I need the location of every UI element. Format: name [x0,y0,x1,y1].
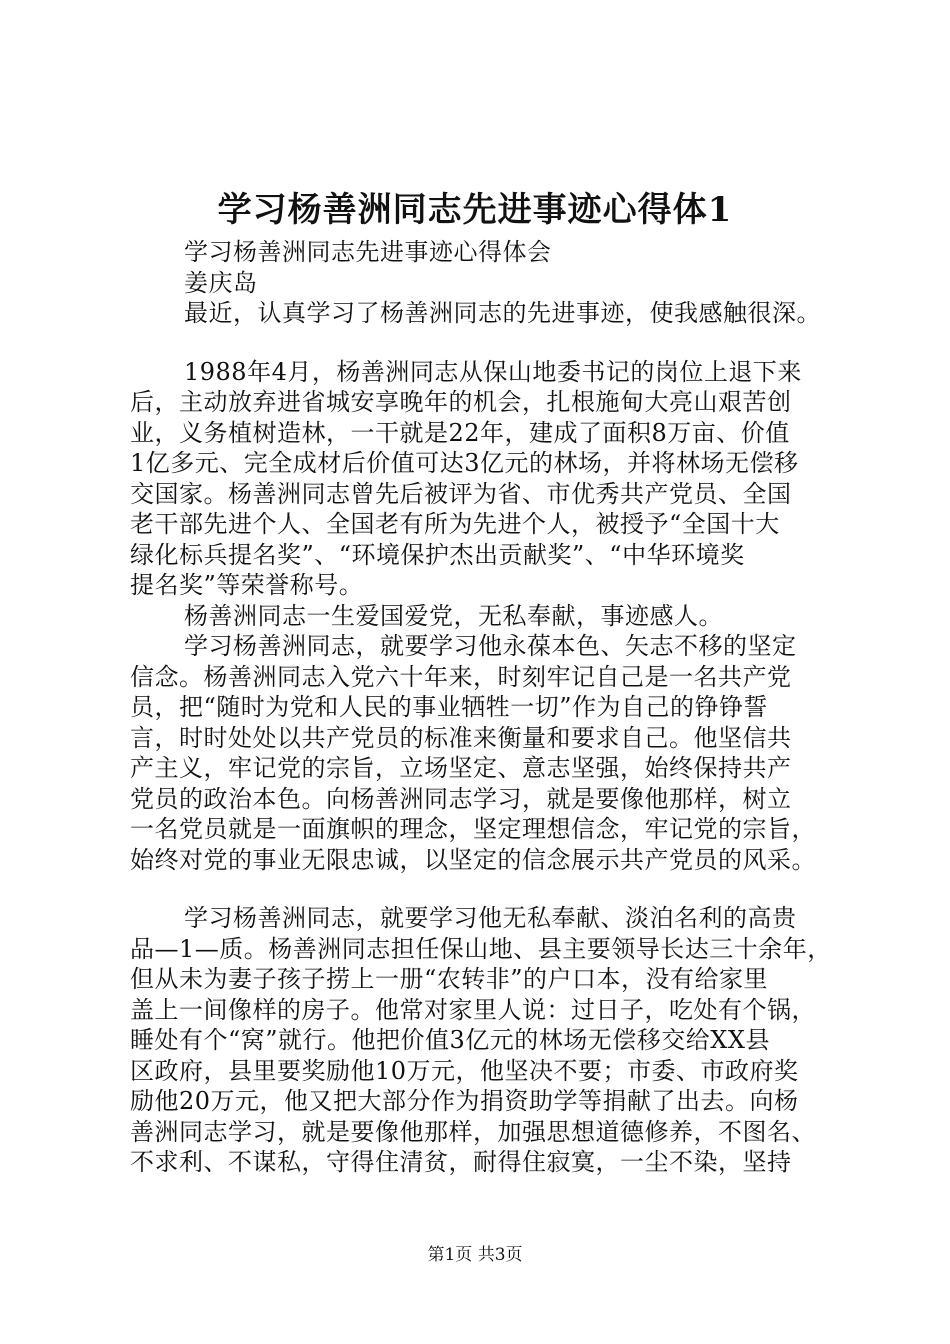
document-body [130,237,850,1178]
text-line: 学习杨善洲同志，就要学习他永葆本色、矢志不移的坚定 [184,632,797,660]
text-line: 言，时时处处以共产党员的标准来衡量和要求自己。他坚信共 [130,723,792,752]
text-line: 学习杨善洲同志先进事迹心得体会 [184,238,552,266]
text-line: 一名党员就是一面旗帜的理念，坚定理想信念，牢记党的宗旨， [130,815,816,843]
text-line: 励他20万元，他又把大部分作为捐资助学等捐献了出去。向杨 [130,1087,799,1115]
text-line: 信念。杨善洲同志入党六十年来，时刻牢记自己是一名共产党 [130,662,792,691]
paragraph-gap [130,875,850,903]
text-line: 姜庆岛 [184,268,258,297]
page-footer: 第1页 共3页 [427,1245,523,1265]
text-line: 交国家。杨善洲同志曾先后被评为省、市优秀共产党员、全国 [130,479,792,508]
text-line: 老干部先进个人、全国老有所为先进个人，被授予“全国十大 [130,510,780,538]
text-line: 善洲同志学习，就是要像他那样，加强思想道德修养，不图名、 [130,1117,816,1146]
document-title: 学习杨善洲同志先进事迹心得体1 [217,190,733,230]
text-line: 最近，认真学习了杨善洲同志的先进事迹，使我感触很深。 [184,299,821,327]
text-line: 业，义务植树造林，一干就是22年，建成了面积8万亩、价值 [130,418,790,447]
text-line: 1988年4月，杨善洲同志从保山地委书记的岗位上退下来 [184,357,802,386]
text-line: 睡处有个“窝”就行。他把价值3亿元的林场无偿移交给XX县 [130,1026,770,1054]
text-line: 绿化标兵提名奖”、“环境保护杰出贡献奖”、“中华环境奖 [130,540,745,569]
text-line: 品—1—质。杨善洲同志担任保山地、县主要领导长达三十余年， [130,934,832,963]
text-line: 1亿多元、完全成材后价值可达3亿元的林场，并将林场无偿移 [130,449,799,477]
text-line: 党员的政治本色。向杨善洲同志学习，就是要像他那样，树立 [130,784,792,813]
text-line: 员，把“随时为党和人民的事业牺牲一切”作为自己的铮铮誓 [130,693,769,721]
text-line: 后，主动放弃进省城安享晚年的机会，扎根施甸大亮山艰苦创 [130,388,792,416]
text-line: 产主义，牢记党的宗旨，立场坚定、意志坚强，始终保持共产 [130,754,792,782]
text-line: 杨善洲同志一生爱国爱党，无私奉献，事迹感人。 [184,601,723,630]
text-line: 始终对党的事业无限忠诚，以坚定的信念展示共产党员的风采。 [130,845,816,874]
text-line: 不求利、不谋私，守得住清贫，耐得住寂寞，一尘不染，坚持 [130,1148,792,1176]
text-line: 学习杨善洲同志，就要学习他无私奉献、淡泊名利的高贵 [184,904,797,932]
text-line: 盖上一间像样的房子。他常对家里人说：过日子，吃处有个锅， [130,995,816,1024]
text-line: 提名奖”等荣誉称号。 [130,571,364,599]
text-line: 区政府，县里要奖励他10万元，他坚决不要；市委、市政府奖 [130,1056,799,1085]
paragraph-gap [130,329,850,357]
text-line: 但从未为妻子孩子捞上一册“农转非”的户口本，没有给家里 [130,965,769,993]
